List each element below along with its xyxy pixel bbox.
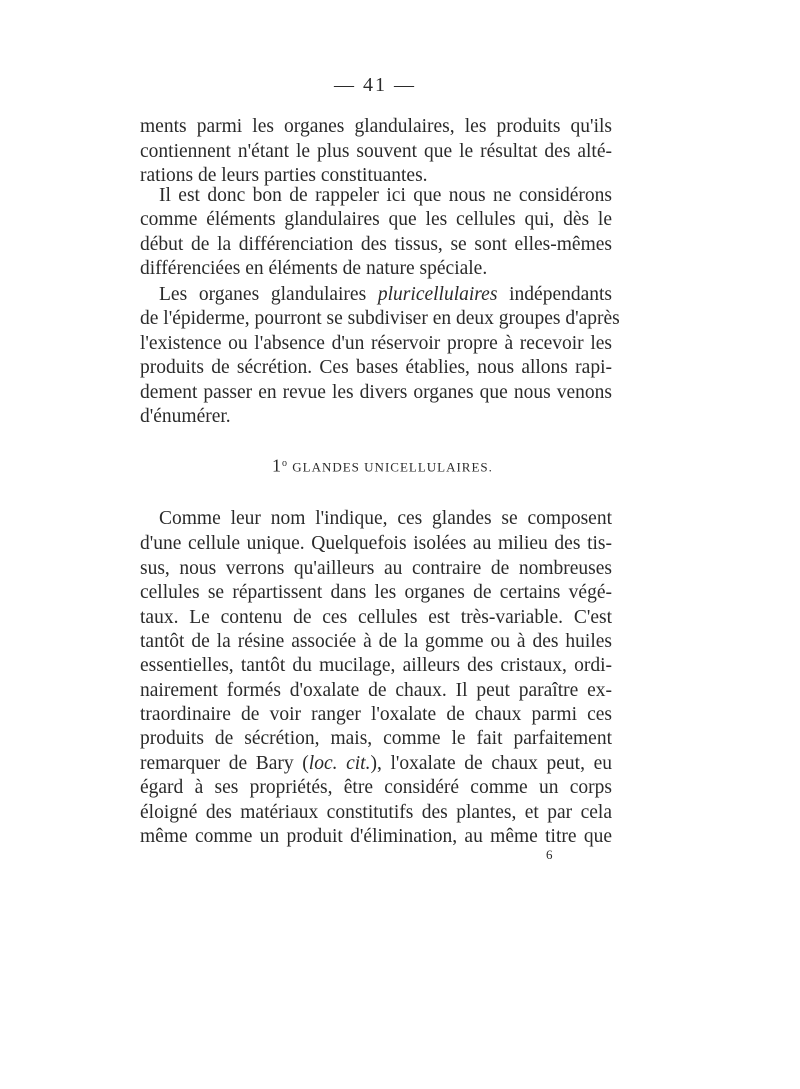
text-line: traordinaire de voir ranger l'oxalate de chaux parmi ces [140,704,612,725]
text-line: nairement formés d'oxalate de chaux. Il peut paraître ex- [140,680,612,701]
page-number: — 41 — [334,74,416,96]
text-line: ments parmi les organes glandulaires, les produits qu'ils [140,116,612,137]
text-line: égard à ses propriétés, être considéré comme un corps [140,777,612,798]
text-line: taux. Le contenu de ces cellules est très-variable. C'est [140,607,612,628]
text-segment: indépendants [497,284,613,305]
text-line: rations de leurs parties constituantes. [140,165,428,186]
text-line: comme éléments glandulaires que les cellules qui, dès le [140,209,612,230]
text-line: d'énumérer. [140,406,231,427]
text-line: d'une cellule unique. Quelquefois isolées au milieu des tis- [140,533,612,554]
text-line: produits de sécrétion. Ces bases établies, nous allons rapi- [140,357,612,378]
text-line: début de la différenciation des tissus, se sont elles-mêmes [140,234,612,255]
text-line: essentielles, tantôt du mucilage, ailleurs des cristaux, ordi- [140,655,612,676]
text-line: dement passer en revue les divers organes que nous venons [140,382,612,403]
text-line: de l'épiderme, pourront se subdiviser en deux groupes d'après [140,308,620,329]
text-line: Comme leur nom l'indique, ces glandes se composent [159,508,612,529]
text-line: différenciées en éléments de nature spéciale. [140,258,488,279]
section-number-superscript: o [282,458,288,469]
signature-mark: 6 [546,847,553,862]
text-segment: ), l'oxalate de chaux peut, eu [370,753,612,774]
text-segment: Les organes glandulaires [159,284,378,305]
text-line: Il est donc bon de rappeler ici que nous ne considérons [159,185,612,206]
text-line: même comme un produit d'élimination, au même titre que [140,826,612,847]
section-heading [272,454,493,477]
italic-citation: loc. cit. [308,753,371,774]
text-line: tantôt de la résine associée à de la gomme ou à des huiles [140,631,612,652]
italic-term: pluricellulaires [377,284,498,305]
text-line: contiennent n'étant le plus souvent que le résultat des alté- [140,141,612,162]
text-segment: remarquer de Bary ( [140,753,309,774]
section-title: GLANDES UNICELLULAIRES. [292,459,493,475]
text-line [159,283,612,307]
text-line: l'existence ou l'absence d'un réservoir propre à recevoir les [140,333,612,354]
text-line: cellules se répartissent dans les organes de certains végé- [140,582,612,603]
section-number: 1 [272,455,282,476]
text-line: produits de sécrétion, mais, comme le fait parfaitement [140,728,612,749]
text-line: sus, nous verrons qu'ailleurs au contraire de nombreuses [140,558,612,579]
text-line [140,752,612,776]
text-line: éloigné des matériaux constitutifs des plantes, et par cela [140,802,612,823]
